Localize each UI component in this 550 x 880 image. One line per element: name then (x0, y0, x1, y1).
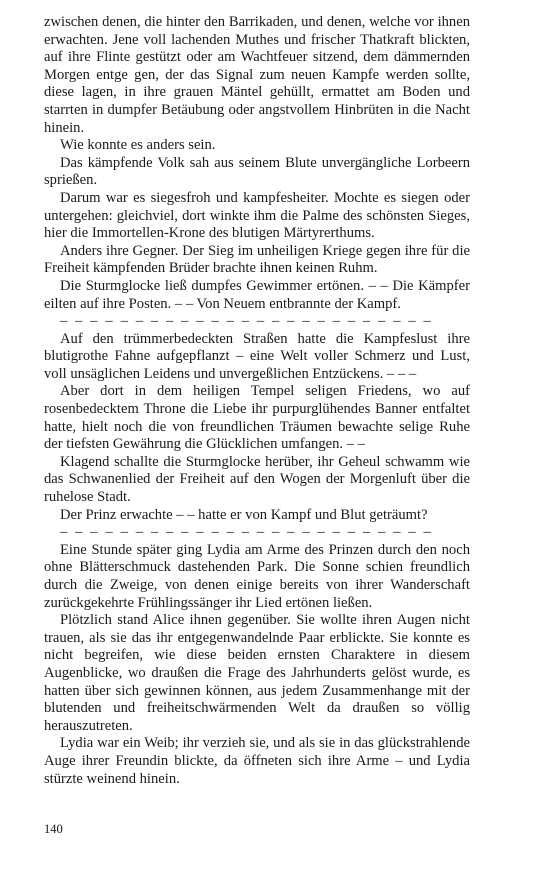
paragraph: Wie konnte es anders sein. (60, 137, 216, 154)
paragraph: Der Prinz erwachte – – hatte er von Kampf und Blut geträumt? (60, 506, 428, 523)
paragraph: Auf den trümmerbedeckten Straßen hatte die Kampfeslust ihre blutigrothe Fahne aufgepflanzt – eine Welt voller Schmerz und Lust, voll unsäglichen Leidens und unvergeßlichen Entzückens. – – – (44, 330, 470, 382)
paragraph: Klagend schallte die Sturmglocke herüber, ihr Geheul schwamm wie das Schwanenlied der Freiheit auf den Wogen der Morgenluft über die ruhelose Stadt. (44, 453, 470, 506)
page-body (44, 14, 470, 788)
paragraph: Plötzlich stand Alice ihnen gegenüber. Sie wollte ihren Augen nicht trauen, als sie das ihr entgegenwandelnde Paar erblickte. Sie konnte es nicht begreifen, wie diese beiden ernsten Charaktere in diesem Augenblicke, wo draußen die Frage des Jahrhunderts gelöst wurde, es hatten über sich gewinnen können, aus jedem Zusammenhange mit der blutenden und freiheitschwärmenden Welt da draußen so völlig herauszutreten. (44, 612, 470, 734)
paragraph-continuation: zwischen denen, die hinter den Barrikaden, und denen, welche vor ihnen erwachten. Jene voll lachenden Muthes und frischer Thatkraft blickten, auf ihre Flinte gestützt oder am Wachtfeuer sitzend, dem dämmernden Morgen entge gen, der das Signal zum neuen Kampfe werden sollte, diese lagen, in ihre grauen Mäntel gehüllt, ermattet am Boden und starrten in dumpfer Betäubung oder angstvollem Hinbrüten in die Nacht hinein. (44, 14, 470, 136)
section-separator: – – – – – – – – – – – – – – – – – – – – – – – – – (60, 313, 433, 330)
page-number: 140 (44, 822, 63, 836)
section-separator: – – – – – – – – – – – – – – – – – – – – – – – – – (60, 524, 433, 541)
paragraph: Eine Stunde später ging Lydia am Arme des Prinzen durch den noch ohne Blätterschmuck dastehenden Park. Die Sonne schien freundlich durch die Zweige, von denen einige bereits von ihrer Wanderschaft zurückgekehrte Frühlingssänger ihr Lied ertönen ließen. (44, 541, 470, 611)
paragraph: Anders ihre Gegner. Der Sieg im unheiligen Kriege gegen ihre für die Freiheit kämpfenden Brüder brachte ihnen keinen Ruhm. (44, 242, 470, 277)
paragraph: Das kämpfende Volk sah aus seinem Blute unvergängliche Lorbeern sprießen. (44, 154, 470, 189)
paragraph: Darum war es siegesfroh und kampfesheiter. Mochte es siegen oder untergehen: gleichviel, dort winkte ihm die Palme des schönsten Sieges, hier die Immortellen-Krone des blutigen Märtyrerthums. (44, 189, 470, 242)
paragraph: Die Sturmglocke ließ dumpfes Gewimmer ertönen. – – Die Kämpfer eilten auf ihre Posten. – – Von Neuem entbrannte der Kampf. (44, 277, 470, 312)
paragraph: Aber dort in dem heiligen Tempel seligen Friedens, wo auf rosenbedecktem Throne die Liebe ihr purpurglühendes Banner entfaltet hatte, hielt noch die von freundlichen Träumen bewachte selige Ruhe der tiefsten Gewährung die Glücklichen umfangen. – – (44, 383, 470, 453)
paragraph: Lydia war ein Weib; ihr verzieh sie, und als sie in das glückstrahlende Auge ihrer Freundin blickte, da öffneten sich ihre Arme – und Lydia stürzte weinend hinein. (44, 735, 470, 787)
